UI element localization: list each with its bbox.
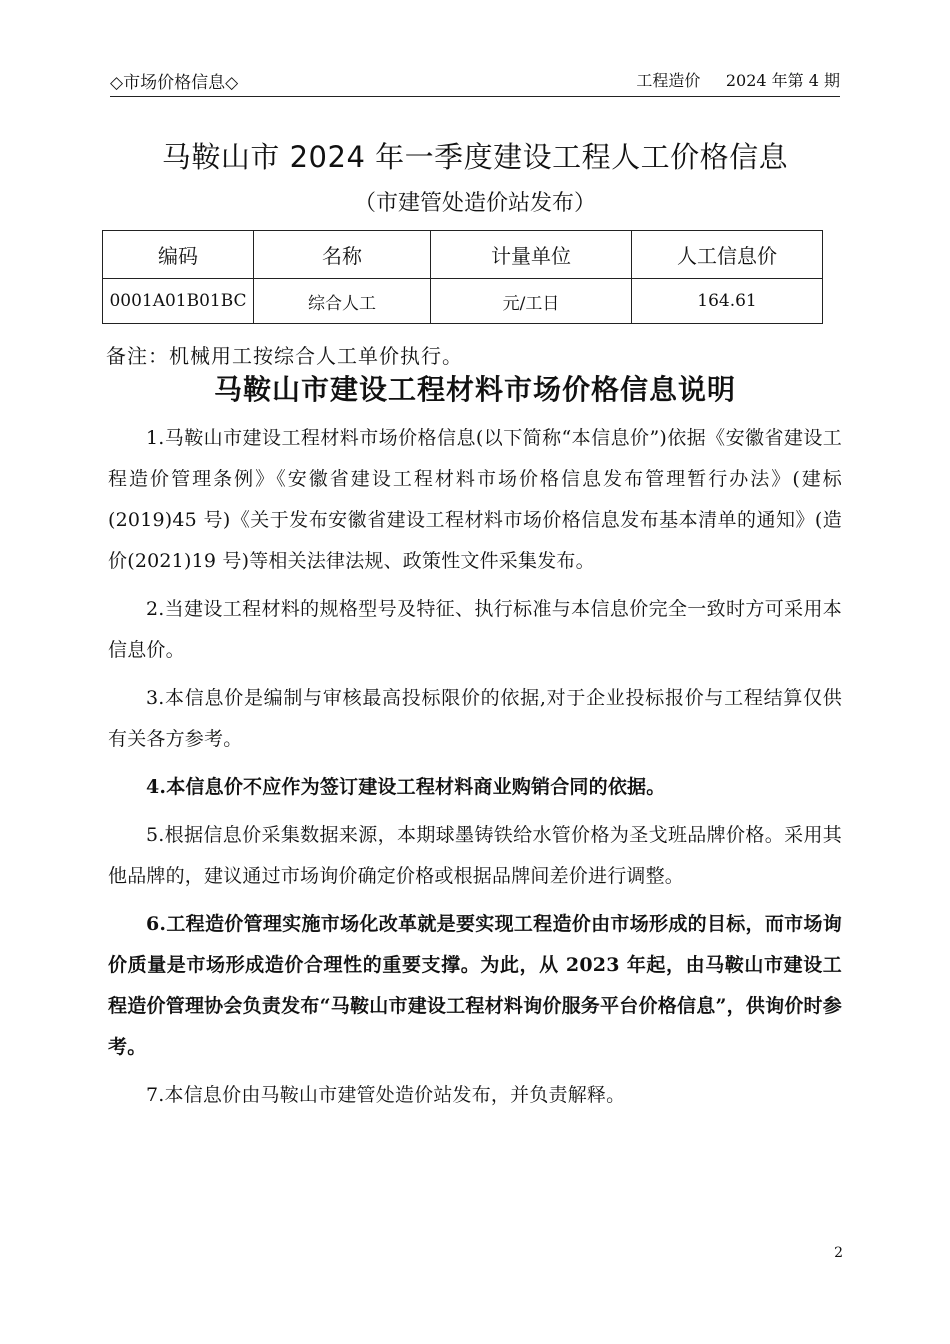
cell-unit: 元/工日 (431, 279, 632, 324)
paragraph-1: 1.马鞍山市建设工程材料市场价格信息(以下简称“本信息价”)依据《安徽省建设工程造价管理条例》《安徽省建设工程材料市场价格信息发布管理暂行办法》(建标(2019)45 号)《关于发布安徽省建设工程材料市场价格信息发布基本清单的通知》(造价(2021)19 号)等相关法律法规、政策性文件采集发布。 (108, 427, 842, 572)
paragraph-3: 3.本信息价是编制与审核最高投标限价的依据,对于企业投标报价与工程结算仅供有关各方参考。 (108, 687, 842, 750)
header-section-label: ◇市场价格信息◇ (110, 73, 239, 93)
section-title: 马鞍山市建设工程材料市场价格信息说明 (213, 373, 736, 406)
page-header (110, 62, 840, 97)
column-header-code: 编码 (103, 231, 254, 279)
table-row (103, 279, 823, 324)
labor-price-table (102, 230, 823, 324)
header-publication-info: 工程造价 2024 年第 4 期 (636, 71, 840, 90)
column-header-name: 名称 (254, 231, 431, 279)
page-subtitle: （市建管处造价站发布） (353, 191, 596, 216)
page-number: 2 (834, 1245, 843, 1261)
paragraph-5: 5.根据信息价采集数据来源，本期球墨铸铁给水管价格为圣戈班品牌价格。采用其他品牌的，建议通过市场询价确定价格或根据品牌间差价进行调整。 (108, 824, 842, 887)
column-header-price: 人工信息价 (632, 231, 823, 279)
paragraph-7: 7.本信息价由马鞍山市建管处造价站发布，并负责解释。 (146, 1084, 626, 1106)
paragraph-4: 4.本信息价不应作为签订建设工程材料商业购销合同的依据。 (146, 776, 666, 798)
column-header-unit: 计量单位 (431, 231, 632, 279)
table-remark: 备注：机械用工按综合人工单价执行。 (106, 344, 463, 368)
page-title: 马鞍山市 2024 年一季度建设工程人工价格信息 (161, 140, 789, 174)
paragraph-6: 6.工程造价管理实施市场化改革就是要实现工程造价由市场形成的目标，而市场询价质量是市场形成造价合理性的重要支撑。为此，从 2023 年起，由马鞍山市建设工程造价管理协会负责发布“马鞍山市建设工程材料询价服务平台价格信息”，供询价时参考。 (108, 913, 842, 1058)
cell-name: 综合人工 (254, 279, 431, 324)
table-header-row (103, 231, 823, 279)
cell-code: 0001A01B01BC (103, 279, 254, 324)
paragraph-2: 2.当建设工程材料的规格型号及特征、执行标准与本信息价完全一致时方可采用本信息价。 (108, 598, 842, 661)
explanation-body (108, 418, 842, 1123)
cell-price: 164.61 (632, 279, 823, 324)
